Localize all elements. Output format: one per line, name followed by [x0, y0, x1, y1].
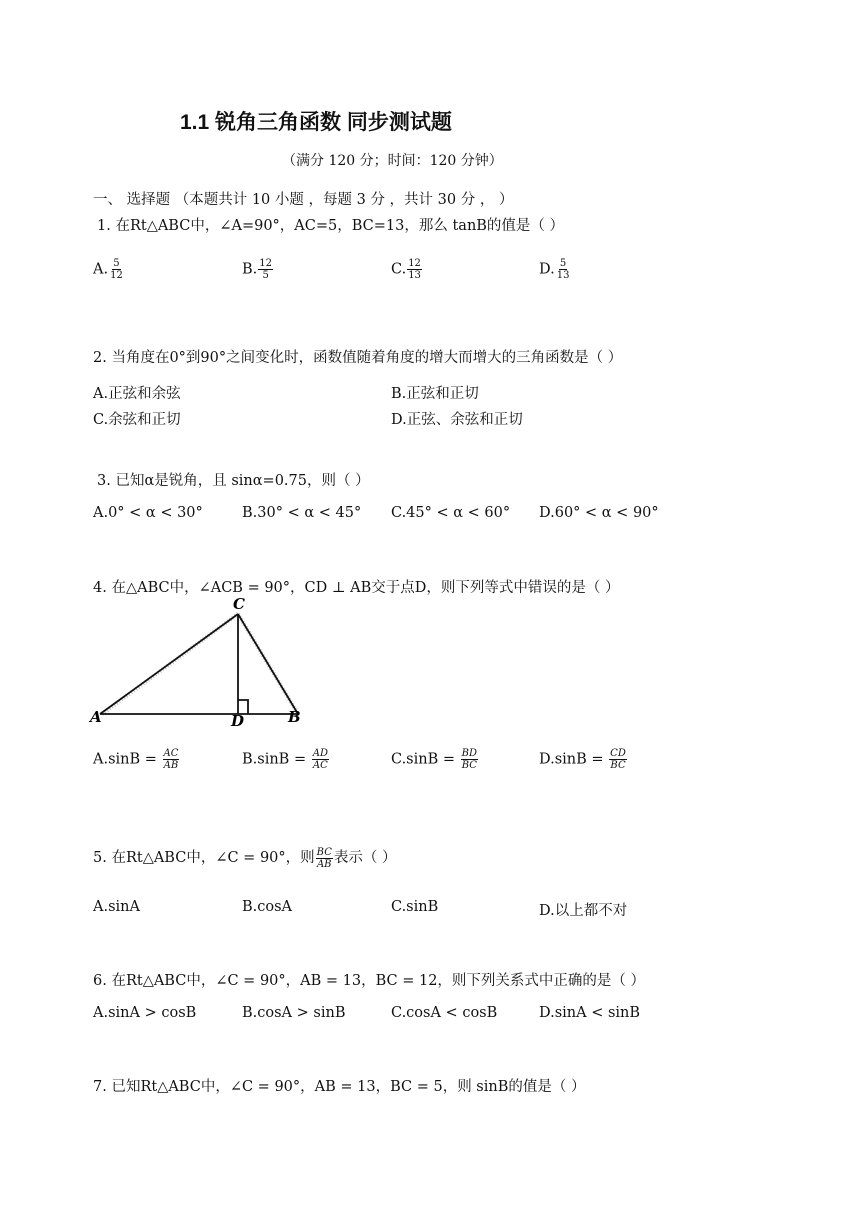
q6-option-b: B.cosA > sinB — [242, 1005, 346, 1021]
q5-option-b: B.cosA — [242, 899, 293, 915]
q6-option-d: D.sinA < sinB — [539, 1005, 641, 1021]
vertex-label-d: D — [231, 712, 245, 730]
q2-option-a: A.正弦和余弦 — [93, 386, 181, 402]
q2-option-d: D.正弦、余弦和正切 — [391, 412, 523, 428]
question-4-text: 4. 在△ABC中，∠ACB = 90°，CD ⊥ AB交于点D，则下列等式中错误的是（ ） — [93, 580, 620, 596]
q4-option-d: D.sinB = $\frac{CD}{BC}$ — [539, 748, 626, 771]
page-title: 1.1 锐角三角函数 同步测试题 — [180, 111, 452, 134]
question-3-text: 3. 已知α是锐角，且 sinα=0.75，则（ ） — [97, 473, 370, 489]
q1-option-b: B. $\frac{12}{5}$ — [242, 258, 272, 281]
q3-option-b: B.30° < α < 45° — [242, 505, 362, 521]
question-1-text: 1. 在Rt△ABC中，∠A=90°，AC=5，BC=13，那么 tanB的值是（ ） — [97, 218, 565, 234]
q2-option-b: B.正弦和正切 — [391, 386, 479, 402]
q4-option-b: B.sinB = $\frac{AD}{AC}$ — [242, 748, 328, 771]
q5-option-a: A.sinA — [93, 899, 140, 915]
q1-option-d: D. $\frac{5}{13}$ — [539, 258, 570, 281]
q4-option-a: A.sinB = $\frac{AC}{AB}$ — [93, 748, 179, 771]
vertex-label-b: B — [288, 708, 301, 726]
section-heading: 一、 选择题 （本题共计 10 小题 ，每题 3 分 ，共计 30 分 ， ） — [93, 192, 514, 208]
q4-option-c: C.sinB = $\frac{BD}{BC}$ — [391, 748, 478, 771]
q1-option-c: C. $\frac{12}{13}$ — [391, 258, 421, 281]
q5-option-d: D.以上都不对 — [539, 903, 628, 919]
q2-option-c: C.余弦和正切 — [93, 412, 181, 428]
side-ac — [100, 614, 238, 714]
q1-option-a: A. $\frac{5}{12}$ — [93, 258, 123, 281]
question-2-text: 2. 当角度在0°到90°之间变化时，函数值随着角度的增大而增大的三角函数是（ ） — [93, 350, 623, 366]
page-subtitle: （满分 120 分；时间：120 分钟） — [282, 153, 503, 169]
question-6-text: 6. 在Rt△ABC中，∠C = 90°，AB = 13，BC = 12，则下列关系式中正确的是（ ） — [93, 973, 646, 989]
side-bc — [238, 614, 298, 714]
q3-option-a: A.0° < α < 30° — [93, 505, 203, 521]
q3-option-d: D.60° < α < 90° — [539, 505, 659, 521]
vertex-label-a: A — [90, 708, 102, 726]
question-5-text: 5. 在Rt△ABC中，∠C = 90°，则 $\frac{BC}{AB}$ 表示（ ） — [93, 846, 397, 870]
q3-option-c: C.45° < α < 60° — [391, 505, 511, 521]
q6-option-a: A.sinA > cosB — [93, 1005, 197, 1021]
vertex-label-c: C — [233, 595, 245, 613]
question-7-text: 7. 已知Rt△ABC中，∠C = 90°，AB = 13，BC = 5，则 sinB的值是（ ） — [93, 1079, 586, 1095]
triangle-figure — [88, 592, 310, 730]
q6-option-c: C.cosA < cosB — [391, 1005, 498, 1021]
q5-option-c: C.sinB — [391, 899, 439, 915]
